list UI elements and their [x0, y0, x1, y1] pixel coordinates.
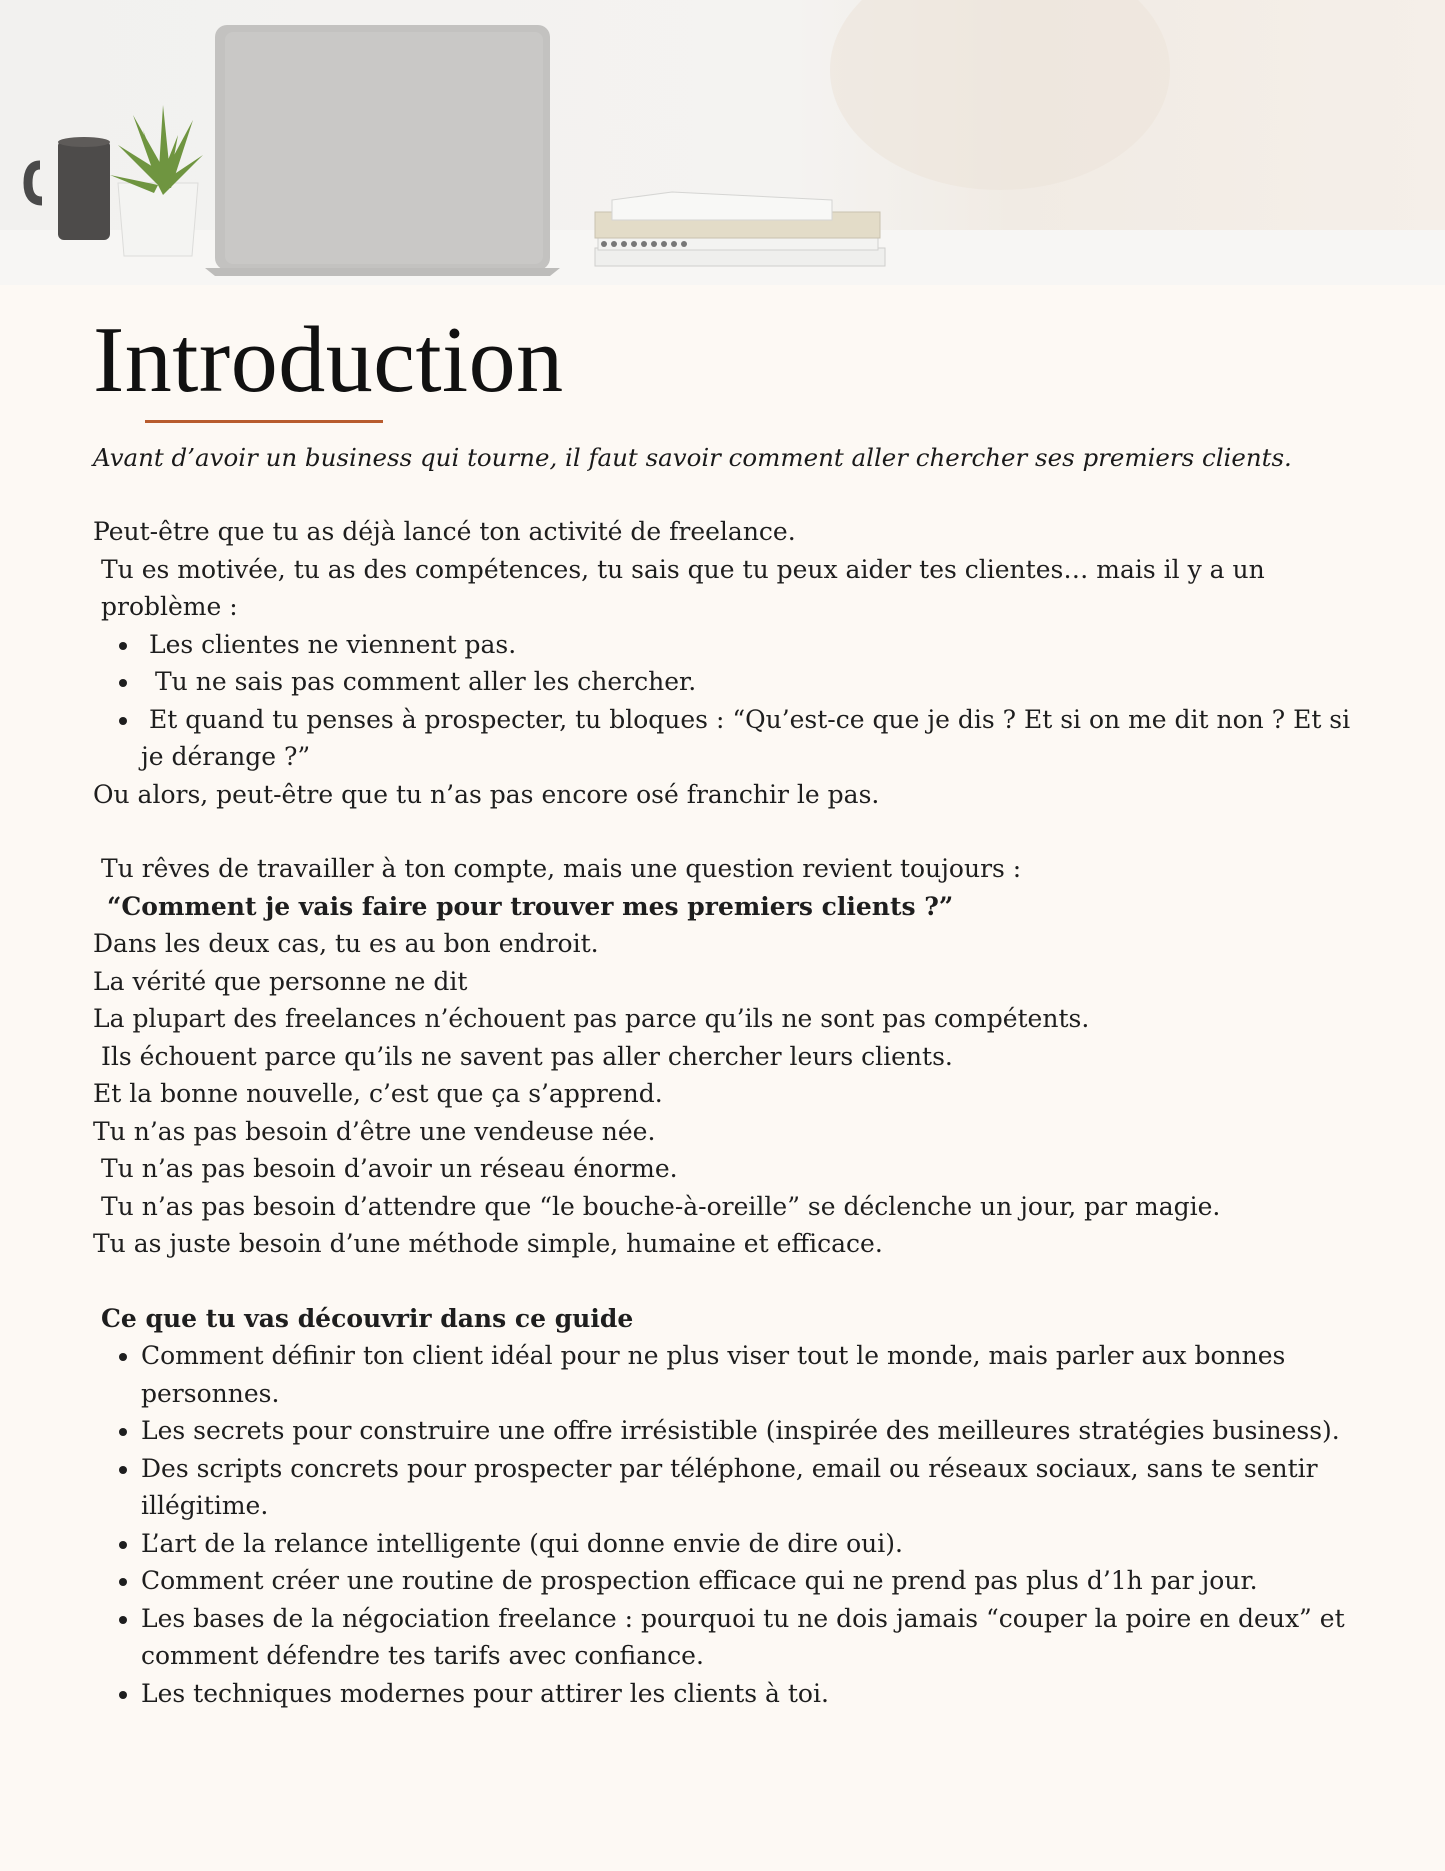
paragraph: Ils échouent parce qu’ils ne savent pas aller chercher leurs clients.: [101, 1041, 953, 1071]
list-item: • Et quand tu penses à prospecter, tu bloques : “Qu’est-ce que je dis ? Et si on me dit non ? Et si je dérange ?”: [141, 701, 1353, 776]
guide-list: [93, 1337, 1353, 1712]
list-item: • Les secrets pour construire une offre irrésistible (inspirée des meilleures stratégies business).: [141, 1412, 1353, 1450]
laptop-icon: [205, 25, 560, 276]
list-item: • Les clientes ne viennent pas.: [141, 626, 1353, 664]
list-item: • L’art de la relance intelligente (qui donne envie de dire oui).: [141, 1525, 1353, 1563]
paragraph: Peut-être que tu as déjà lancé ton activité de freelance.: [93, 517, 796, 546]
guide-heading: Ce que tu vas découvrir dans ce guide: [101, 1303, 634, 1333]
document-body: [93, 300, 1353, 1712]
mug-icon: [28, 137, 110, 240]
paragraph: La plupart des freelances n’échouent pas parce qu’ils ne sont pas compétents.: [93, 1004, 1090, 1033]
title-underline: [145, 420, 383, 423]
list-item: • Comment définir ton client idéal pour ne plus viser tout le monde, mais parler aux bonnes personnes.: [141, 1337, 1353, 1412]
paragraph: Tu n’as pas besoin d’être une vendeuse née.: [93, 1116, 656, 1146]
paragraph: La vérité que personne ne dit: [93, 966, 468, 996]
paragraph: Et la bonne nouvelle, c’est que ça s’apprend.: [93, 1079, 663, 1108]
list-item: • Des scripts concrets pour prospecter par téléphone, email ou réseaux sociaux, sans te sentir illégitime.: [141, 1450, 1353, 1525]
intro-section: [93, 513, 1353, 1712]
list-item: • Les techniques modernes pour attirer les clients à toi.: [141, 1675, 1353, 1713]
subtitle: Avant d’avoir un business qui tourne, il faut savoir comment aller chercher ses premiers clients.: [93, 443, 1292, 472]
list-item: • Comment créer une routine de prospection efficace qui ne prend pas plus d’1h par jour.: [141, 1562, 1353, 1600]
paragraph: Tu es motivée, tu as des compétences, tu sais que tu peux aider tes clientes… mais il y a un problème :: [101, 554, 1265, 621]
page-title: Introduction: [93, 308, 564, 412]
paragraph: Tu as juste besoin d’une méthode simple, humaine et efficace.: [93, 1229, 883, 1258]
paragraph: Dans les deux cas, tu es au bon endroit.: [93, 929, 599, 958]
desk-illustration: [0, 0, 1445, 285]
paragraph: Tu n’as pas besoin d’avoir un réseau énorme.: [101, 1154, 678, 1183]
hero-image: [0, 0, 1445, 285]
paragraph: Ou alors, peut-être que tu n’as pas encore osé franchir le pas.: [93, 779, 880, 809]
paragraph: Tu n’as pas besoin d’attendre que “le bouche-à-oreille” se déclenche un jour, par magie.: [101, 1191, 1221, 1221]
list-item: • Les bases de la négociation freelance : pourquoi tu ne dois jamais “couper la poire en deux” et comment défendre tes tarifs avec confiance.: [141, 1600, 1353, 1675]
problem-list: [93, 626, 1353, 776]
key-question: “Comment je vais faire pour trouver mes premiers clients ?”: [107, 891, 954, 921]
notebooks-icon: [595, 192, 885, 266]
list-item: • Tu ne sais pas comment aller les chercher.: [141, 663, 1353, 701]
paragraph: Tu rêves de travailler à ton compte, mais une question revient toujours :: [101, 854, 1022, 883]
plant-icon: [110, 105, 203, 256]
